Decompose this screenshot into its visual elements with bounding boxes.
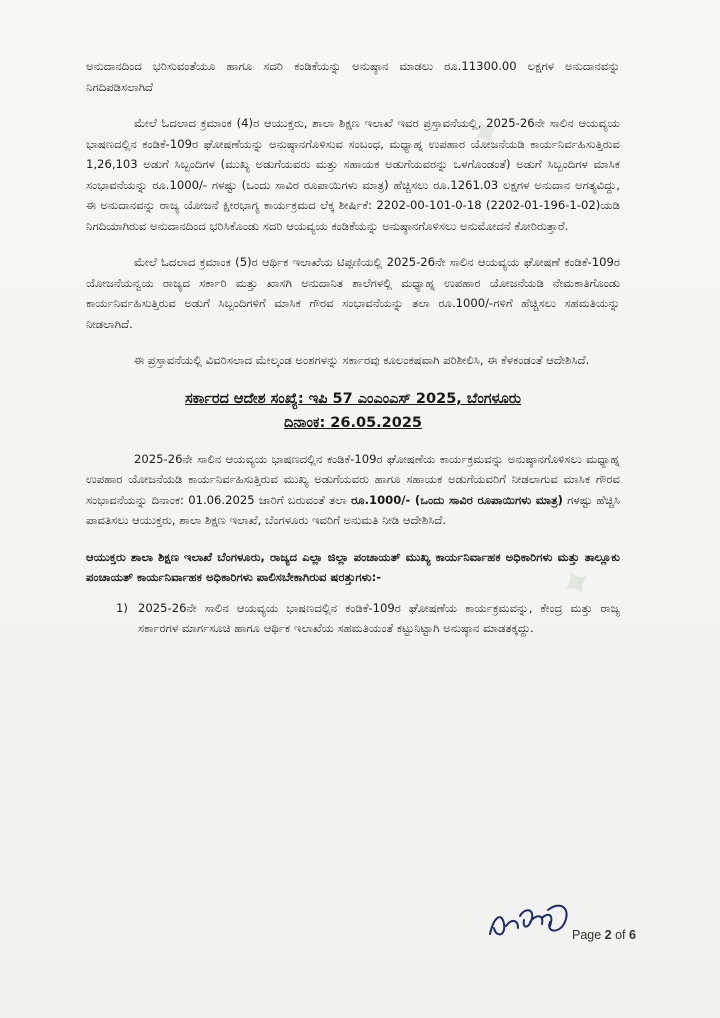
paragraph: ಮೇಲೆ ಓದಲಾದ ಕ್ರಮಾಂಕ (5)ರ ಆರ್ಥಿಕ ಇಲಾಖೆಯ ಟಿಪ್ಪಣಿಯಲ್ಲಿ 2025-26ನೇ ಸಾಲಿನ ಆಯವ್ಯಯ ಘೋಷಣೆ ಕಂಡಿಕೆ-109ರ ಯೋಜನೆಯನ್ವಯ ರಾಜ್ಯದ ಸರ್ಕಾರಿ ಮತ್ತು ಖಾಸಗಿ ಅನುದಾನಿತ ಶಾಲೆಗಳಲ್ಲಿ ಮಧ್ಯಾಹ್ನ ಉಪಹಾರ ಯೋಜನೆಯಡಿ ನೇಮಕಾತಿಗೊಂಡು ಕಾರ್ಯನಿರ್ವಹಿಸುತ್ತಿರುವ ಅಡುಗೆ ಸಿಬ್ಬಂದಿಗಳಿಗೆ ಮಾಸಿಕ ಗೌರವ ಸಂಭಾವನೆಯನ್ನು ತಲಾ ರೂ.1000/-ಗಳಿಗೆ ಹೆಚ್ಚಿಸಲು ಸಹಮತಿಯನ್ನು ನೀಡಲಾಗಿದೆ. bbox=[86, 255, 620, 331]
list-item bbox=[116, 598, 620, 639]
page-number: Page 2 of 6 bbox=[572, 928, 636, 942]
order-date: ದಿನಾಂಕ: 26.05.2025 bbox=[283, 414, 423, 431]
list-number: 1) bbox=[116, 600, 128, 615]
conditions-heading: ಆಯುಕ್ತರು ಶಾಲಾ ಶಿಕ್ಷಣ ಇಲಾಖೆ ಬೆಂಗಳೂರು, ರಾಜ್ಯದ ಎಲ್ಲಾ ಜಿಲ್ಲಾ ಪಂಚಾಯತ್ ಮುಖ್ಯ ಕಾರ್ಯನಿರ್ವಾಹಕ ಅಧಿಕಾರಿಗಳು ಮತ್ತು ತಾಲ್ಲೂಕು ಪಂಚಾಯತ್ ಕಾರ್ಯನಿರ್ವಾಹಕ ಅಧಿಕಾರಿಗಳು ಪಾಲಿಸಬೇಕಾಗಿರುವ ಷರತ್ತುಗಳು:- bbox=[86, 549, 620, 584]
signature bbox=[484, 894, 574, 942]
watermark: ✦ bbox=[551, 553, 607, 613]
order-text: ಗಳಷ್ಟು ಹೆಚ್ಚಿಸಿ ಪಾವತಿಸಲು ಆಯುಕ್ತರು, ಶಾಲಾ ಶಿಕ್ಷಣ ಇಲಾಖೆ, ಬೆಂಗಳೂರು ಇವರಿಗೆ ಅನುಮತಿ ನೀಡಿ ಆದೇಶಿಸಿದೆ. bbox=[86, 492, 621, 527]
paragraph: ಈ ಪ್ರಸ್ತಾವನೆಯಲ್ಲಿ ವಿವರಿಸಲಾದ ಮೇಲ್ಕಂಡ ಅಂಶಗಳನ್ನು ಸರ್ಕಾರವು ಕೂಲಂಕಷವಾಗಿ ಪರಿಶೀಲಿಸಿ, ಈ ಕೆಳಕಂಡಂತೆ ಆದೇಶಿಸಿದೆ. bbox=[134, 353, 590, 367]
list-text: 2025-26ನೇ ಸಾಲಿನ ಆಯವ್ಯಯ ಭಾಷಣದಲ್ಲಿನ ಕಂಡಿಕೆ-109ರ ಘೋಷಣೆಯ ಕಾರ್ಯಕ್ರಮವನ್ನು, ಕೇಂದ್ರ ಮತ್ತು ರಾಜ್ಯ ಸರ್ಕಾರಗಳ ಮಾರ್ಗಸೂಚಿ ಹಾಗೂ ಆರ್ಥಿಕ ಇಲಾಖೆಯ ಸಹಮತಿಯಂತೆ ಕಟ್ಟುನಿಟ್ಟಾಗಿ ಅನುಷ್ಠಾನ ಮಾಡತಕ್ಕದ್ದು. bbox=[138, 600, 620, 635]
paragraph: ಅನುದಾನದಿಂದ ಭರಿಸುವಂತೆಯೂ ಹಾಗೂ ಸದರಿ ಕಂಡಿಕೆಯನ್ನು ಅನುಷ್ಠಾನ ಮಾಡಲು ರೂ.11300.00 ಲಕ್ಷಗಳ ಅನುದಾನವನ್ನು ನಿಗದಿಪಡಿಸಲಾಗಿದೆ bbox=[86, 59, 620, 94]
watermark: ✦ bbox=[461, 103, 517, 163]
order-heading bbox=[86, 387, 620, 435]
paragraph: ಮೇಲೆ ಓದಲಾದ ಕ್ರಮಾಂಕ (4)ರ ಆಯುಕ್ತರು, ಶಾಲಾ ಶಿಕ್ಷಣ ಇಲಾಖೆ ಇವರ ಪ್ರಸ್ತಾವನೆಯಲ್ಲಿ, 2025-26ನೇ ಸಾಲಿನ ಆಯವ್ಯಯ ಭಾಷಣದಲ್ಲಿನ ಕಂಡಿಕೆ-109ರ ಘೋಷಣೆಯನ್ನು ಅನುಷ್ಠಾನಗೊಳಿಸುವ ಸಂಬಂಧ, ಮಧ್ಯಾಹ್ನ ಉಪಹಾರ ಯೋಜನೆಯಡಿ ಕಾರ್ಯನಿರ್ವಹಿಸುತ್ತಿರುವ 1,26,103 ಅಡುಗೆ ಸಿಬ್ಬಂದಿಗಳ (ಮುಖ್ಯ ಅಡುಗೆಯವರು ಮತ್ತು ಸಹಾಯಕ ಅಡುಗೆಯವರನ್ನು ಒಳಗೊಂಡಂತೆ) ಅಡುಗೆ ಸಿಬ್ಬಂದಿಗಳ ಮಾಸಿಕ ಸಂಭಾವನೆಯನ್ನು ರೂ.1000/- ಗಳಷ್ಟು (ಒಂದು ಸಾವಿರ ರೂಪಾಯಿಗಳು ಮಾತ್ರ) ಹೆಚ್ಚಿಸಲು ರೂ.1261.03 ಲಕ್ಷಗಳ ಅನುದಾನ ಅಗತ್ಯವಿದ್ದು, ಈ ಅನುದಾನವನ್ನು ರಾಜ್ಯ ಯೋಜನೆ ಕ್ಷೀರಭಾಗ್ಯ ಕಾರ್ಯಕ್ರಮದ ಲೆಕ್ಕ ಶೀರ್ಷಿಕೆ: 2202-00-101-0-18 (2202-01-196-1-02)ಯಡಿ ನಿಗದಿಯಾಗಿರುವ ಅನುದಾನದಿಂದ ಭರಿಸಿಕೊಂಡು ಸದರಿ ಆಯವ್ಯಯ ಕಂಡಿಕೆಯನ್ನು ಅನುಷ್ಠಾನಗೊಳಿಸಲು ಅನುಮೋದನೆ ಕೋರಿರುತ್ತಾರೆ. bbox=[86, 116, 620, 233]
order-number: ಸರ್ಕಾರದ ಆದೇಶ ಸಂಖ್ಯೆ: ಇಪಿ 57 ಎಂಎಂಎಸ್ 2025, ಬೆಂಗಳೂರು bbox=[184, 390, 522, 407]
amount-text: ರೂ.1000/- (ಒಂದು ಸಾವಿರ ರೂಪಾಯಿಗಳು ಮಾತ್ರ) bbox=[351, 492, 563, 507]
order-text: 2025-26ನೇ ಸಾಲಿನ ಆಯವ್ಯಯ ಭಾಷಣದಲ್ಲಿನ ಕಂಡಿಕೆ-109ರ ಘೋಷಣೆಯ ಕಾರ್ಯಕ್ರಮವನ್ನು ಅನುಷ್ಠಾನಗೊಳಿಸಲು ಮಧ್ಯಾಹ್ನ ಉಪಹಾರ ಯೋಜನೆಯಡಿ ಕಾರ್ಯನಿರ್ವಹಿಸುತ್ತಿರುವ ಮುಖ್ಯ ಅಡುಗೆಯವರು ಹಾಗೂ ಸಹಾಯಕ ಅಡುಗೆಯವರಿಗೆ ನೀಡಲಾಗುವ ಮಾಸಿಕ ಗೌರವ ಸಂಭಾವನೆಯನ್ನು ದಿನಾಂಕ: 01.06.2025 ಜಾರಿಗೆ ಬರುವಂತೆ ತಲಾ bbox=[86, 451, 620, 507]
order-paragraph bbox=[86, 449, 620, 531]
document-body bbox=[86, 56, 620, 639]
